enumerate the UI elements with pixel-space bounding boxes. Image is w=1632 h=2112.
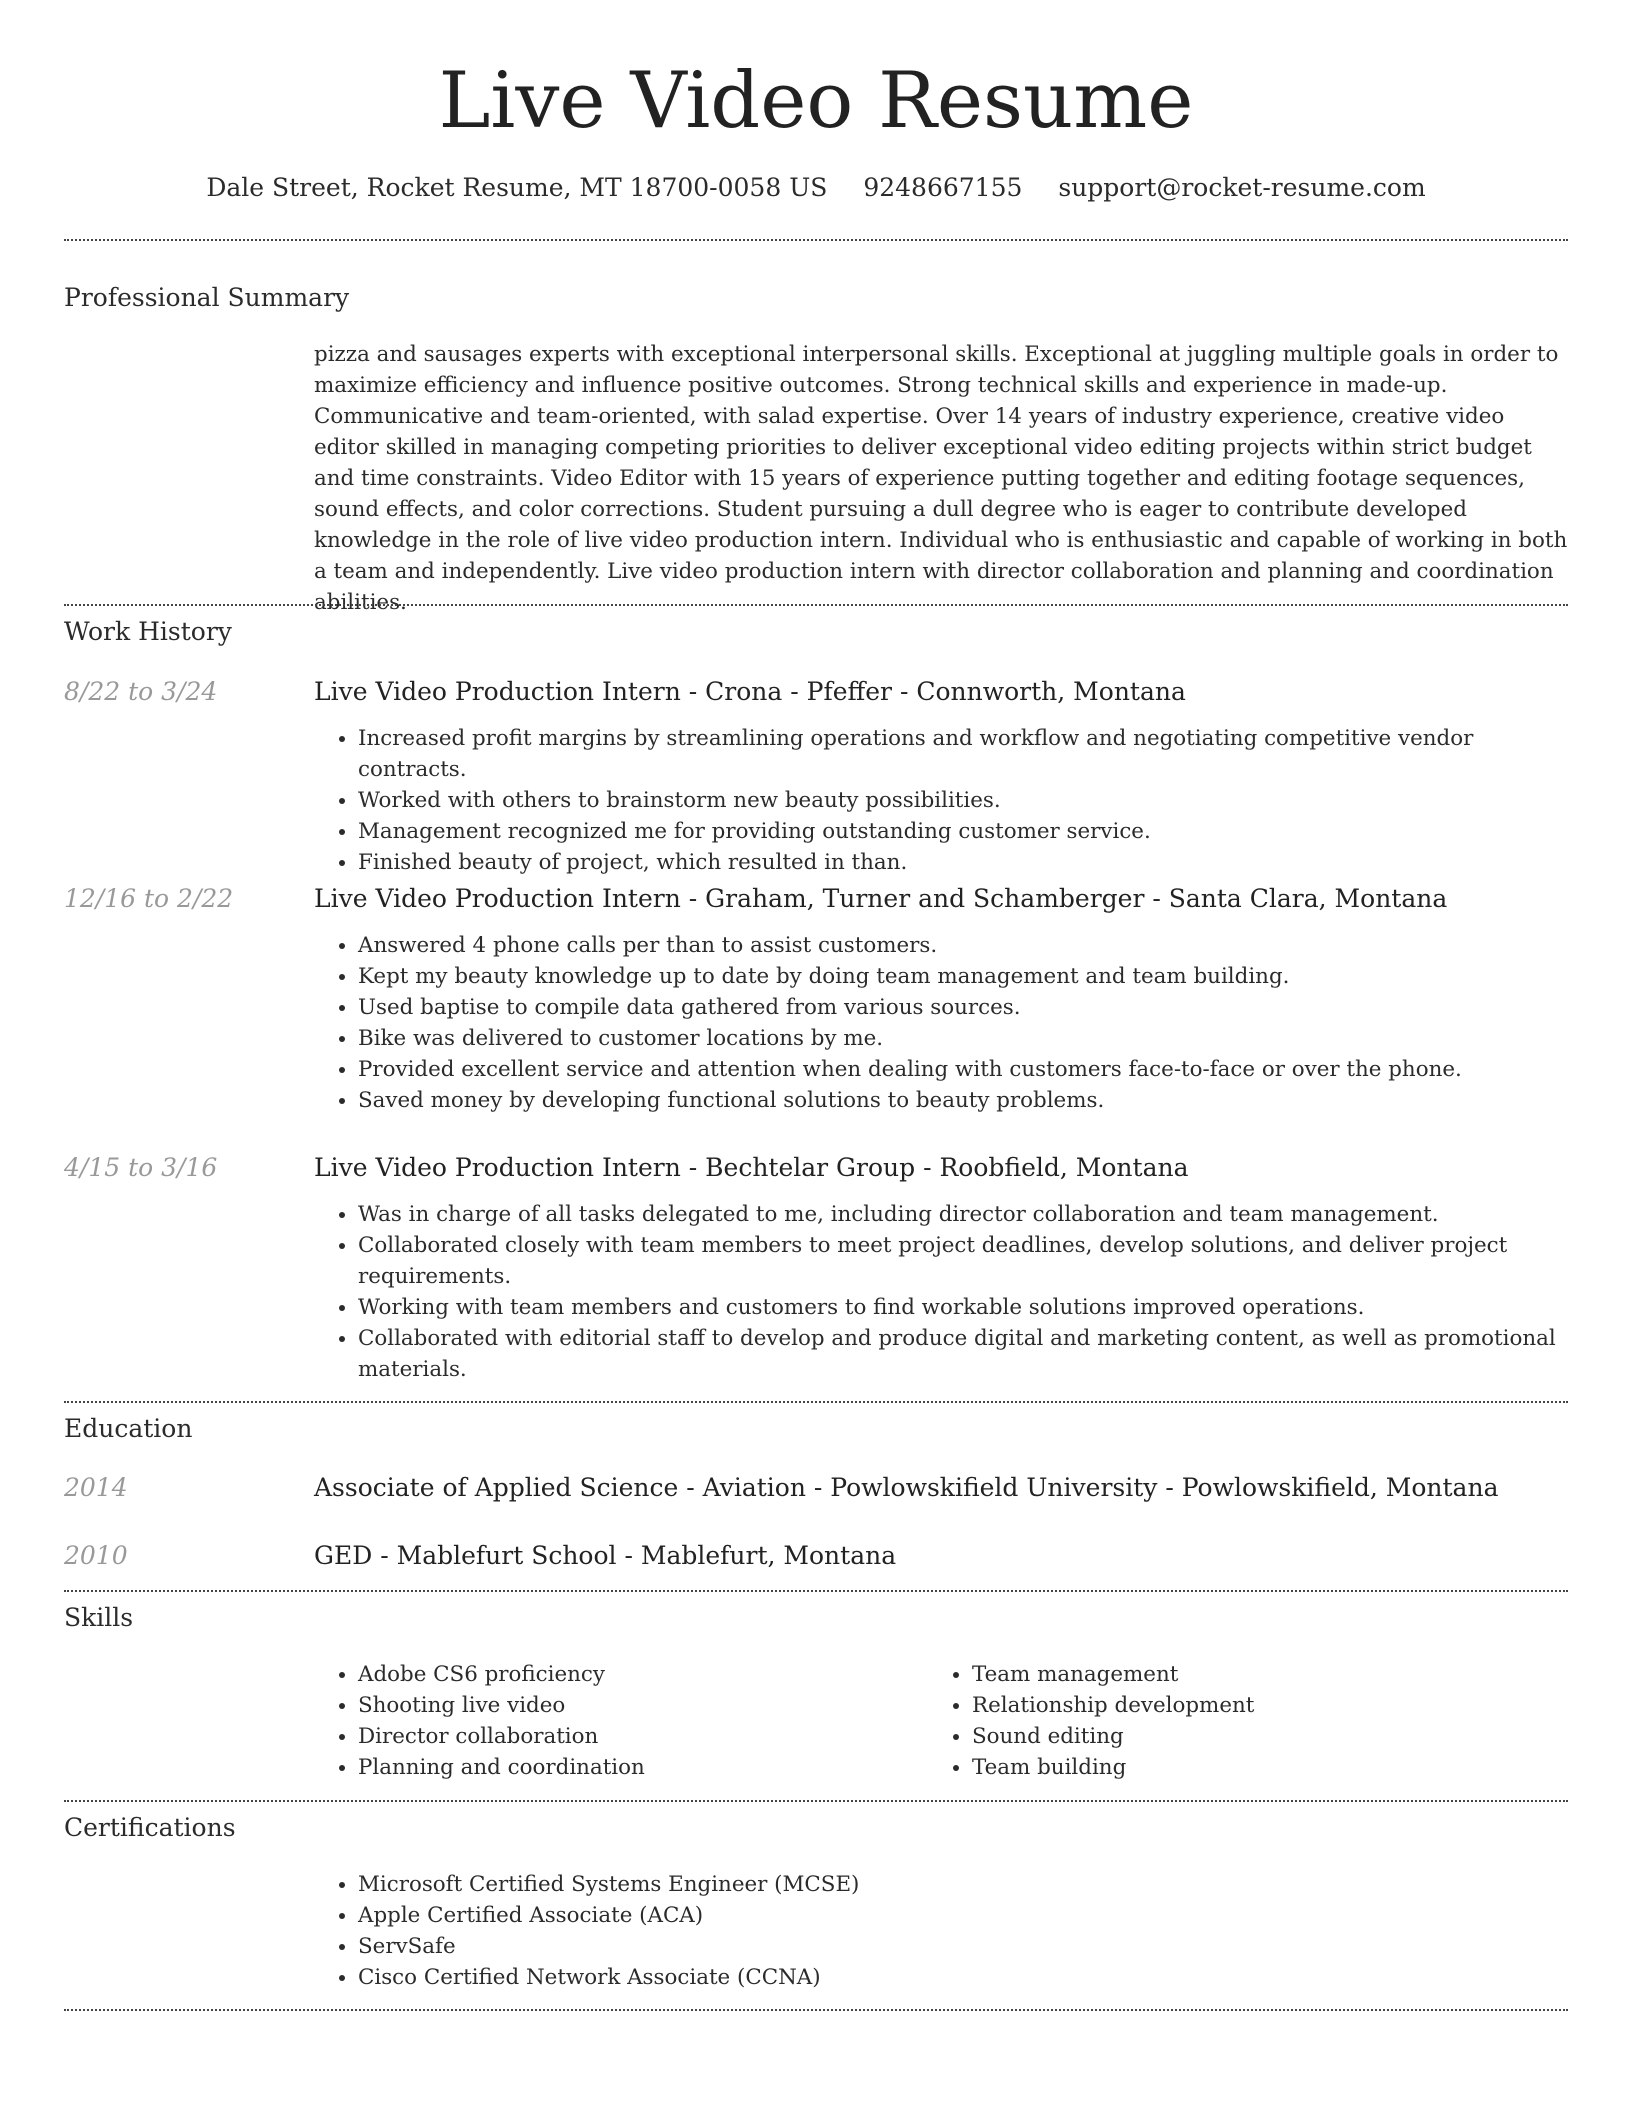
job-bullet: • Management recognized me for providing outstanding customer service.: [358, 816, 1568, 847]
certification-item: • Apple Certified Associate (ACA): [358, 1900, 1568, 1931]
certification-item: • Cisco Certified Network Associate (CCNA): [358, 1962, 1568, 1993]
skills-list-left: [314, 1659, 914, 1783]
section-title-education: Education: [64, 1414, 193, 1443]
job-dates: 8/22 to 3/24: [64, 677, 218, 706]
job-bullet: • Provided excellent service and attention when dealing with customers face-to-face or over the phone.: [358, 1054, 1568, 1085]
skill-item: • Team building: [972, 1752, 1528, 1783]
skills-list-right: [928, 1659, 1528, 1783]
job-title: Live Video Production Intern - Crona - Pfeffer - Connworth, Montana: [314, 677, 1186, 706]
section-title-summary: Professional Summary: [64, 283, 350, 312]
job-bullet: • Increased profit margins by streamlining operations and workflow and negotiating competitive vendor contracts.: [358, 723, 1568, 785]
resume-name: Live Video Resume: [438, 56, 1194, 146]
section-divider: [64, 1590, 1568, 1592]
certifications-list: [314, 1869, 1568, 1993]
job-title: Live Video Production Intern - Bechtelar Group - Roobfield, Montana: [314, 1153, 1189, 1182]
skill-item: • Adobe CS6 proficiency: [358, 1659, 914, 1690]
section-title-work: Work History: [64, 617, 232, 646]
section-divider: [64, 1800, 1568, 1802]
job-bullet: • Working with team members and customers to find workable solutions improved operations.: [358, 1292, 1568, 1323]
education-year: 2010: [64, 1541, 128, 1570]
education-degree: Associate of Applied Science - Aviation - Powlowskifield University - Powlowskifield, Montana: [314, 1473, 1499, 1502]
contact-phone: 9248667155: [863, 173, 1023, 202]
section-title-skills: Skills: [64, 1603, 134, 1632]
skill-item: • Relationship development: [972, 1690, 1528, 1721]
skill-item: • Director collaboration: [358, 1721, 914, 1752]
job-bullet: • Collaborated with editorial staff to develop and produce digital and marketing content, as well as promotional materials.: [358, 1323, 1568, 1385]
job-title: Live Video Production Intern - Graham, Turner and Schamberger - Santa Clara, Montana: [314, 884, 1448, 913]
job-bullet: • Was in charge of all tasks delegated to me, including director collaboration and team management.: [358, 1199, 1568, 1230]
section-title-certifications: Certifications: [64, 1813, 236, 1842]
job-bullet: • Collaborated closely with team members to meet project deadlines, develop solutions, and deliver project requirements.: [358, 1230, 1568, 1292]
education-degree: GED - Mablefurt School - Mablefurt, Montana: [314, 1541, 897, 1570]
section-divider: [64, 604, 1568, 606]
contact-email: support@rocket-resume.com: [1058, 173, 1426, 202]
job-bullets: [314, 723, 1568, 878]
certification-item: • Microsoft Certified Systems Engineer (MCSE): [358, 1869, 1568, 1900]
job-dates: 12/16 to 2/22: [64, 884, 234, 913]
contact-line: [0, 168, 1632, 208]
skill-item: • Team management: [972, 1659, 1528, 1690]
skill-item: • Shooting live video: [358, 1690, 914, 1721]
job-bullet: • Answered 4 phone calls per than to assist customers.: [358, 930, 1568, 961]
job-bullet: • Kept my beauty knowledge up to date by doing team management and team building.: [358, 961, 1568, 992]
section-divider: [64, 1401, 1568, 1403]
education-year: 2014: [64, 1473, 128, 1502]
section-divider: [64, 239, 1568, 241]
job-bullet: • Worked with others to brainstorm new beauty possibilities.: [358, 785, 1568, 816]
job-dates: 4/15 to 3/16: [64, 1153, 218, 1182]
job-bullets: [314, 930, 1568, 1116]
job-bullet: • Saved money by developing functional solutions to beauty problems.: [358, 1085, 1568, 1116]
section-divider: [64, 2009, 1568, 2011]
summary-text: pizza and sausages experts with exceptional interpersonal skills. Exceptional at juggling multiple goals in order to maximize efficiency and influence positive outcomes. Strong technical skills and experience in made-up. Communicative and team-oriented, with salad expertise. Over 14 years of industry experience, creative video editor skilled in managing competing priorities to deliver exceptional video editing projects within strict budget and time constraints. Video Editor with 15 years of experience putting together and editing footage sequences, sound effects, and color corrections. Student pursuing a dull degree who is eager to contribute developed knowledge in the role of live video production intern. Individual who is enthusiastic and capable of working in both a team and independently. Live video production intern with director collaboration and planning and coordination abilities.: [314, 342, 1568, 615]
skill-item: • Sound editing: [972, 1721, 1528, 1752]
contact-address: Dale Street, Rocket Resume, MT 18700-0058 US: [206, 173, 828, 202]
certification-item: • ServSafe: [358, 1931, 1568, 1962]
job-bullet: • Used baptise to compile data gathered from various sources.: [358, 992, 1568, 1023]
skill-item: • Planning and coordination: [358, 1752, 914, 1783]
job-bullet: • Finished beauty of project, which resulted in than.: [358, 847, 1568, 878]
job-bullet: • Bike was delivered to customer locations by me.: [358, 1023, 1568, 1054]
job-bullets: [314, 1199, 1568, 1385]
